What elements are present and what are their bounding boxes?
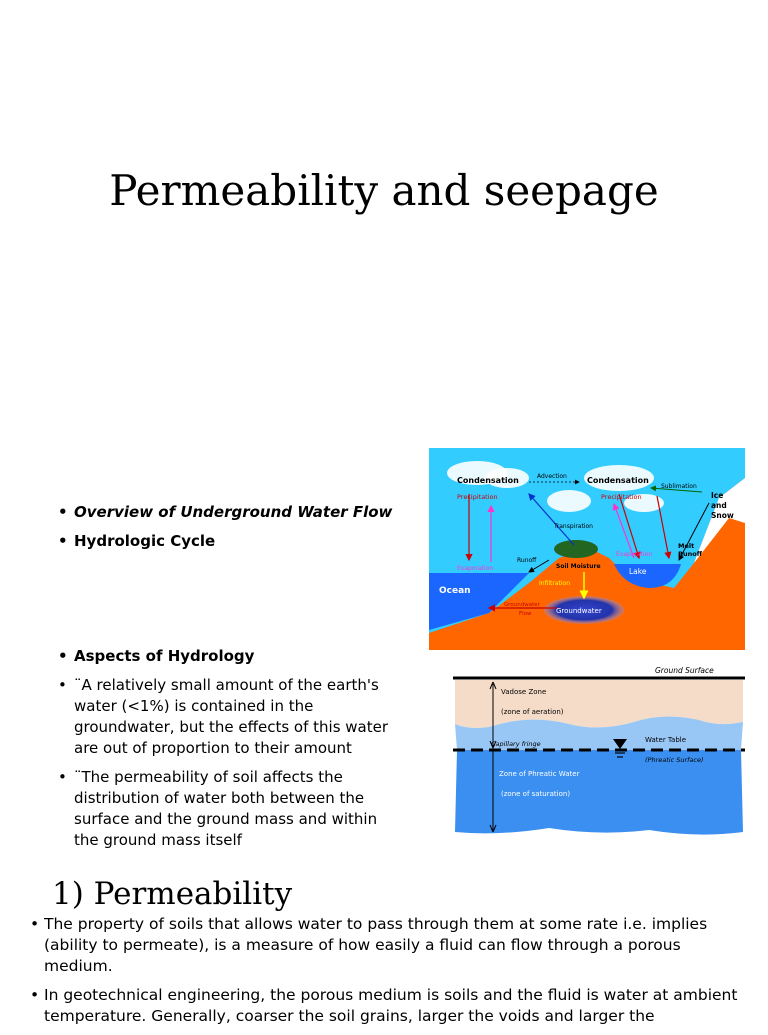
- label-precipitation-right: Precipitation: [601, 493, 642, 501]
- label-zone-of-phreatic-water: Zone of Phreatic Water: [499, 770, 580, 778]
- label-ocean: Ocean: [439, 586, 471, 596]
- label-snow: Snow: [711, 511, 734, 520]
- label-condensation-right: Condensation: [587, 476, 649, 485]
- label-vadose-zone: Vadose Zone: [501, 688, 547, 696]
- label-phreatic-surface: (Phreatic Surface): [645, 756, 704, 764]
- label-water-table: Water Table: [645, 736, 687, 744]
- label-ground-surface: Ground Surface: [655, 666, 714, 675]
- label-evaporation-left: Evaporation: [457, 565, 494, 572]
- groundwater-zone-diagram: [449, 662, 749, 840]
- label-infiltration: Infiltration: [539, 580, 571, 587]
- slide-title: Permeability and seepage: [109, 166, 659, 215]
- label-runoff-melt: Runoff: [678, 550, 702, 558]
- label-melt: Melt: [678, 542, 695, 550]
- label-condensation-left: Condensation: [457, 476, 519, 485]
- bullet-overview: • Overview of Underground Water Flow: [58, 502, 398, 523]
- bullet-geotechnical: • In geotechnical engineering, the porous medium is soils and the fluid is water at ambient temperature. Generally, coarser the soil grains, larger the voids and larger the: [30, 985, 750, 1027]
- label-lake: Lake: [629, 567, 647, 576]
- label-soil-moisture: Soil Moisture: [556, 563, 601, 570]
- bullets-aspects: [58, 646, 398, 859]
- bullet-groundwater-amount: • ¨A relatively small amount of the earth's water (<1%) is contained in the groundwater, but the effects of this water are out of proportion to their amount: [58, 675, 398, 759]
- label-advection: Advection: [537, 473, 567, 480]
- label-groundwater: Groundwater: [556, 607, 602, 615]
- label-zone-of-aeration: (zone of aeration): [501, 708, 564, 716]
- bullet-hydrologic-cycle: • Hydrologic Cycle: [58, 531, 398, 552]
- label-evaporation-right: Evaporation: [616, 551, 653, 558]
- bullet-permeability-effect: • ¨The permeability of soil affects the distribution of water both between the surface and the ground mass and within the ground mass itself: [58, 767, 398, 851]
- label-capillary-fringe: Capillary fringe: [491, 740, 541, 748]
- permeability-bullets: [30, 914, 750, 1035]
- trees: [554, 540, 598, 558]
- label-groundwater-flow-2: Flow: [519, 611, 532, 617]
- bullet-permeability-definition: • The property of soils that allows water to pass through them at some rate i.e. implies (ability to permeate), is a measure of how easily a fluid can flow through a porous medium.: [30, 914, 750, 977]
- hydrologic-cycle-diagram: [429, 448, 745, 650]
- label-transpiration: Transpiration: [554, 523, 593, 530]
- label-runoff: Runoff: [517, 557, 537, 564]
- label-and: and: [711, 501, 727, 510]
- label-precipitation-left: Precipitation: [457, 493, 498, 501]
- label-ice: Ice: [711, 491, 724, 500]
- section-heading: 1) Permeability: [52, 876, 293, 912]
- bullets-overview: [58, 502, 398, 560]
- label-sublimation: Sublimation: [661, 483, 697, 490]
- label-zone-of-saturation: (zone of saturation): [501, 790, 571, 798]
- label-groundwater-flow-1: Groundwater: [504, 602, 540, 608]
- bullet-aspects-heading: • Aspects of Hydrology: [58, 646, 398, 667]
